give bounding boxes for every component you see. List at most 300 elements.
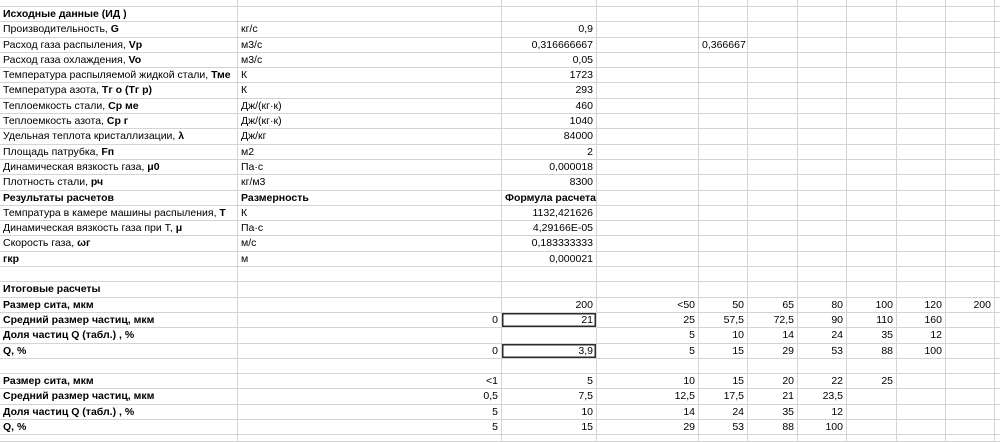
cell-F1[interactable] [748,0,798,7]
cell-H18[interactable] [847,252,897,267]
cell-K17[interactable] [995,236,1000,251]
cell-D1[interactable] [597,0,699,7]
cell-K2[interactable] [995,7,1000,22]
cell-G13[interactable] [798,175,847,190]
cell-F13[interactable] [748,175,798,190]
cell-F23[interactable] [748,328,798,343]
cell-B16[interactable] [238,221,502,236]
cell-D22[interactable] [597,313,699,328]
cell-I11[interactable] [897,145,946,160]
cell-B1[interactable] [238,0,502,7]
cell-H30[interactable] [847,435,897,442]
cell-E14[interactable] [699,191,748,206]
cell-G4[interactable] [798,38,847,53]
cell-K6[interactable] [995,68,1000,83]
cell-J18[interactable] [946,252,995,267]
cell-I12[interactable] [897,160,946,175]
cell-J28[interactable] [946,405,995,420]
cell-H29[interactable] [847,420,897,435]
cell-E21[interactable] [699,298,748,313]
cell-C6[interactable] [502,68,597,83]
cell-G2[interactable] [798,7,847,22]
cell-G19[interactable] [798,267,847,282]
cell-J6[interactable] [946,68,995,83]
cell-A15[interactable] [0,206,238,221]
cell-D7[interactable] [597,83,699,98]
cell-A29[interactable] [0,420,238,435]
cell-C13[interactable] [502,175,597,190]
cell-D10[interactable] [597,129,699,144]
cell-A24[interactable] [0,344,238,359]
cell-D20[interactable] [597,282,699,297]
cell-D16[interactable] [597,221,699,236]
cell-D12[interactable] [597,160,699,175]
cell-C24[interactable] [502,344,597,359]
cell-G15[interactable] [798,206,847,221]
cell-D17[interactable] [597,236,699,251]
cell-D23[interactable] [597,328,699,343]
cell-A30[interactable] [0,435,238,442]
cell-H28[interactable] [847,405,897,420]
cell-E11[interactable] [699,145,748,160]
cell-I27[interactable] [897,389,946,404]
cell-D4[interactable] [597,38,699,53]
cell-E5[interactable] [699,53,748,68]
cell-E18[interactable] [699,252,748,267]
cell-I24[interactable] [897,344,946,359]
cell-H1[interactable] [847,0,897,7]
cell-F7[interactable] [748,83,798,98]
cell-A12[interactable] [0,160,238,175]
cell-J13[interactable] [946,175,995,190]
cell-I4[interactable] [897,38,946,53]
cell-G12[interactable] [798,160,847,175]
cell-F5[interactable] [748,53,798,68]
cell-G23[interactable] [798,328,847,343]
cell-K20[interactable] [995,282,1000,297]
cell-B5[interactable] [238,53,502,68]
cell-C23[interactable] [502,328,597,343]
cell-K7[interactable] [995,83,1000,98]
cell-E20[interactable] [699,282,748,297]
cell-B14[interactable] [238,191,502,206]
cell-K22[interactable] [995,313,1000,328]
cell-H23[interactable] [847,328,897,343]
cell-F11[interactable] [748,145,798,160]
cell-F18[interactable] [748,252,798,267]
cell-H3[interactable] [847,22,897,37]
cell-B12[interactable] [238,160,502,175]
cell-J10[interactable] [946,129,995,144]
cell-H15[interactable] [847,206,897,221]
cell-G25[interactable] [798,359,847,374]
cell-B21[interactable] [238,298,502,313]
cell-K29[interactable] [995,420,1000,435]
cell-J3[interactable] [946,22,995,37]
cell-H9[interactable] [847,114,897,129]
cell-B18[interactable] [238,252,502,267]
cell-K12[interactable] [995,160,1000,175]
cell-E24[interactable] [699,344,748,359]
cell-E6[interactable] [699,68,748,83]
cell-F25[interactable] [748,359,798,374]
cell-K15[interactable] [995,206,1000,221]
cell-F29[interactable] [748,420,798,435]
cell-I5[interactable] [897,53,946,68]
cell-J17[interactable] [946,236,995,251]
cell-I23[interactable] [897,328,946,343]
cell-C16[interactable] [502,221,597,236]
cell-A13[interactable] [0,175,238,190]
cell-D19[interactable] [597,267,699,282]
cell-A19[interactable] [0,267,238,282]
cell-D13[interactable] [597,175,699,190]
cell-B17[interactable] [238,236,502,251]
cell-K21[interactable] [995,298,1000,313]
cell-E7[interactable] [699,83,748,98]
cell-B11[interactable] [238,145,502,160]
cell-C2[interactable] [502,7,597,22]
cell-C29[interactable] [502,420,597,435]
cell-B20[interactable] [238,282,502,297]
cell-F14[interactable] [748,191,798,206]
cell-G9[interactable] [798,114,847,129]
cell-J20[interactable] [946,282,995,297]
cell-F9[interactable] [748,114,798,129]
cell-E27[interactable] [699,389,748,404]
cell-B2[interactable] [238,7,502,22]
cell-E30[interactable] [699,435,748,442]
cell-G28[interactable] [798,405,847,420]
cell-J11[interactable] [946,145,995,160]
cell-I17[interactable] [897,236,946,251]
cell-E9[interactable] [699,114,748,129]
cell-I1[interactable] [897,0,946,7]
cell-C19[interactable] [502,267,597,282]
cell-H10[interactable] [847,129,897,144]
cell-D8[interactable] [597,99,699,114]
cell-A1[interactable] [0,0,238,7]
cell-K10[interactable] [995,129,1000,144]
cell-E13[interactable] [699,175,748,190]
cell-A18[interactable] [0,252,238,267]
cell-F16[interactable] [748,221,798,236]
cell-A23[interactable] [0,328,238,343]
cell-H19[interactable] [847,267,897,282]
cell-J8[interactable] [946,99,995,114]
cell-A8[interactable] [0,99,238,114]
cell-D21[interactable] [597,298,699,313]
cell-K19[interactable] [995,267,1000,282]
cell-H12[interactable] [847,160,897,175]
cell-E19[interactable] [699,267,748,282]
cell-A9[interactable] [0,114,238,129]
cell-E23[interactable] [699,328,748,343]
cell-I2[interactable] [897,7,946,22]
cell-G8[interactable] [798,99,847,114]
cell-G27[interactable] [798,389,847,404]
cell-J9[interactable] [946,114,995,129]
cell-I29[interactable] [897,420,946,435]
cell-I7[interactable] [897,83,946,98]
cell-F30[interactable] [748,435,798,442]
cell-C3[interactable] [502,22,597,37]
cell-J14[interactable] [946,191,995,206]
cell-B8[interactable] [238,99,502,114]
cell-C18[interactable] [502,252,597,267]
cell-J30[interactable] [946,435,995,442]
cell-A7[interactable] [0,83,238,98]
cell-J7[interactable] [946,83,995,98]
cell-K14[interactable] [995,191,1000,206]
cell-E8[interactable] [699,99,748,114]
cell-I15[interactable] [897,206,946,221]
cell-A4[interactable] [0,38,238,53]
cell-H27[interactable] [847,389,897,404]
cell-G5[interactable] [798,53,847,68]
cell-K30[interactable] [995,435,1000,442]
cell-C30[interactable] [502,435,597,442]
cell-G20[interactable] [798,282,847,297]
cell-D28[interactable] [597,405,699,420]
cell-K23[interactable] [995,328,1000,343]
cell-D3[interactable] [597,22,699,37]
cell-C10[interactable] [502,129,597,144]
cell-D29[interactable] [597,420,699,435]
cell-H2[interactable] [847,7,897,22]
cell-A27[interactable] [0,389,238,404]
cell-B7[interactable] [238,83,502,98]
cell-B4[interactable] [238,38,502,53]
cell-F8[interactable] [748,99,798,114]
cell-F19[interactable] [748,267,798,282]
cell-C4[interactable] [502,38,597,53]
cell-K24[interactable] [995,344,1000,359]
cell-C21[interactable] [502,298,597,313]
cell-A6[interactable] [0,68,238,83]
cell-D9[interactable] [597,114,699,129]
cell-I26[interactable] [897,374,946,389]
cell-J4[interactable] [946,38,995,53]
cell-J29[interactable] [946,420,995,435]
cell-H5[interactable] [847,53,897,68]
cell-C25[interactable] [502,359,597,374]
cell-I10[interactable] [897,129,946,144]
cell-C7[interactable] [502,83,597,98]
cell-B10[interactable] [238,129,502,144]
cell-F24[interactable] [748,344,798,359]
cell-G11[interactable] [798,145,847,160]
cell-J27[interactable] [946,389,995,404]
cell-D27[interactable] [597,389,699,404]
cell-C20[interactable] [502,282,597,297]
cell-G30[interactable] [798,435,847,442]
cell-H11[interactable] [847,145,897,160]
cell-F27[interactable] [748,389,798,404]
cell-K18[interactable] [995,252,1000,267]
cell-E2[interactable] [699,7,748,22]
cell-B24[interactable] [238,344,502,359]
cell-C17[interactable] [502,236,597,251]
cell-C11[interactable] [502,145,597,160]
cell-I3[interactable] [897,22,946,37]
cell-A17[interactable] [0,236,238,251]
cell-J26[interactable] [946,374,995,389]
cell-G29[interactable] [798,420,847,435]
cell-E22[interactable] [699,313,748,328]
cell-I19[interactable] [897,267,946,282]
cell-C12[interactable] [502,160,597,175]
cell-H7[interactable] [847,83,897,98]
cell-H20[interactable] [847,282,897,297]
cell-I13[interactable] [897,175,946,190]
cell-G17[interactable] [798,236,847,251]
cell-J21[interactable] [946,298,995,313]
cell-B26[interactable] [238,374,502,389]
cell-E17[interactable] [699,236,748,251]
cell-F10[interactable] [748,129,798,144]
cell-B19[interactable] [238,267,502,282]
cell-H14[interactable] [847,191,897,206]
cell-C9[interactable] [502,114,597,129]
cell-E16[interactable] [699,221,748,236]
cell-F6[interactable] [748,68,798,83]
cell-A16[interactable] [0,221,238,236]
cell-A25[interactable] [0,359,238,374]
cell-E12[interactable] [699,160,748,175]
cell-K25[interactable] [995,359,1000,374]
cell-D18[interactable] [597,252,699,267]
cell-K11[interactable] [995,145,1000,160]
cell-A5[interactable] [0,53,238,68]
cell-F3[interactable] [748,22,798,37]
cell-F4[interactable] [748,38,798,53]
cell-A20[interactable] [0,282,238,297]
cell-F15[interactable] [748,206,798,221]
cell-H21[interactable] [847,298,897,313]
cell-A28[interactable] [0,405,238,420]
cell-C8[interactable] [502,99,597,114]
cell-K5[interactable] [995,53,1000,68]
cell-C27[interactable] [502,389,597,404]
cell-B3[interactable] [238,22,502,37]
cell-B15[interactable] [238,206,502,221]
cell-B13[interactable] [238,175,502,190]
cell-A11[interactable] [0,145,238,160]
cell-A22[interactable] [0,313,238,328]
cell-K28[interactable] [995,405,1000,420]
cell-F17[interactable] [748,236,798,251]
cell-E29[interactable] [699,420,748,435]
cell-K27[interactable] [995,389,1000,404]
cell-I18[interactable] [897,252,946,267]
cell-J19[interactable] [946,267,995,282]
cell-I25[interactable] [897,359,946,374]
cell-H6[interactable] [847,68,897,83]
cell-K9[interactable] [995,114,1000,129]
cell-G21[interactable] [798,298,847,313]
cell-K16[interactable] [995,221,1000,236]
cell-I14[interactable] [897,191,946,206]
cell-I30[interactable] [897,435,946,442]
cell-E26[interactable] [699,374,748,389]
cell-C1[interactable] [502,0,597,7]
cell-D24[interactable] [597,344,699,359]
cell-H22[interactable] [847,313,897,328]
cell-B25[interactable] [238,359,502,374]
cell-K8[interactable] [995,99,1000,114]
cell-A21[interactable] [0,298,238,313]
cell-J15[interactable] [946,206,995,221]
cell-G3[interactable] [798,22,847,37]
cell-C28[interactable] [502,405,597,420]
cell-I28[interactable] [897,405,946,420]
cell-E3[interactable] [699,22,748,37]
cell-E1[interactable] [699,0,748,7]
cell-G6[interactable] [798,68,847,83]
cell-E4[interactable] [699,38,748,53]
cell-I22[interactable] [897,313,946,328]
cell-B22[interactable] [238,313,502,328]
cell-F22[interactable] [748,313,798,328]
cell-C22[interactable] [502,313,597,328]
cell-J23[interactable] [946,328,995,343]
cell-I6[interactable] [897,68,946,83]
cell-A2[interactable] [0,7,238,22]
cell-G18[interactable] [798,252,847,267]
cell-B28[interactable] [238,405,502,420]
cell-F28[interactable] [748,405,798,420]
cell-C15[interactable] [502,206,597,221]
cell-J22[interactable] [946,313,995,328]
cell-I9[interactable] [897,114,946,129]
cell-B30[interactable] [238,435,502,442]
cell-F26[interactable] [748,374,798,389]
cell-H16[interactable] [847,221,897,236]
cell-G1[interactable] [798,0,847,7]
cell-G22[interactable] [798,313,847,328]
cell-J12[interactable] [946,160,995,175]
cell-H26[interactable] [847,374,897,389]
cell-I8[interactable] [897,99,946,114]
cell-D2[interactable] [597,7,699,22]
cell-I16[interactable] [897,221,946,236]
cell-K13[interactable] [995,175,1000,190]
cell-K3[interactable] [995,22,1000,37]
cell-H25[interactable] [847,359,897,374]
cell-H17[interactable] [847,236,897,251]
cell-D26[interactable] [597,374,699,389]
cell-I21[interactable] [897,298,946,313]
cell-A3[interactable] [0,22,238,37]
cell-G14[interactable] [798,191,847,206]
cell-E28[interactable] [699,405,748,420]
cell-H13[interactable] [847,175,897,190]
cell-K4[interactable] [995,38,1000,53]
cell-A14[interactable] [0,191,238,206]
cell-J16[interactable] [946,221,995,236]
cell-F12[interactable] [748,160,798,175]
cell-H4[interactable] [847,38,897,53]
cell-J5[interactable] [946,53,995,68]
cell-B6[interactable] [238,68,502,83]
cell-A26[interactable] [0,374,238,389]
cell-E15[interactable] [699,206,748,221]
cell-K1[interactable] [995,0,1000,7]
cell-J1[interactable] [946,0,995,7]
cell-E25[interactable] [699,359,748,374]
cell-B27[interactable] [238,389,502,404]
